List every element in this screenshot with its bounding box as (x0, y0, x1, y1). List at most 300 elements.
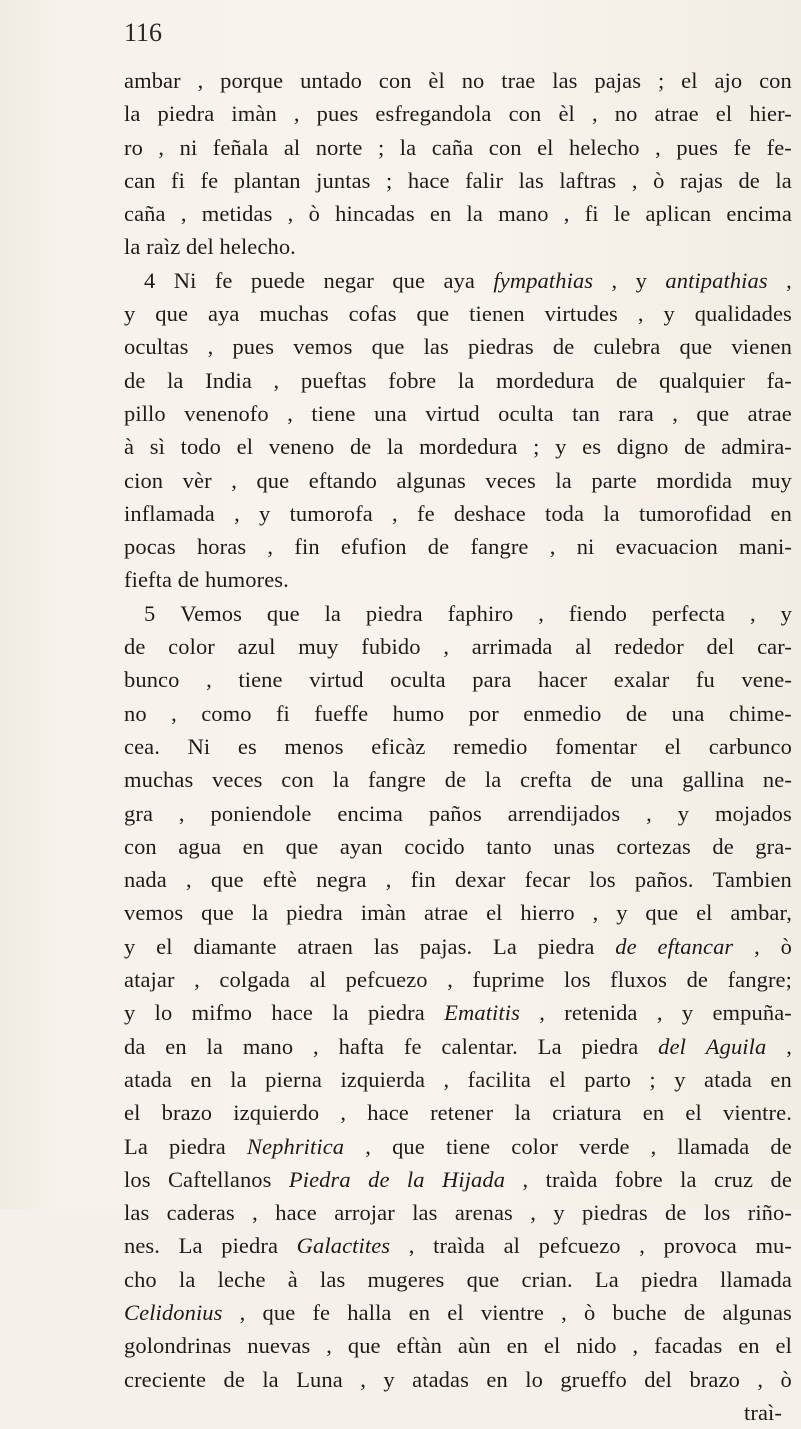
text-run: creciente (124, 1366, 207, 1392)
text-run: hincadas (335, 201, 415, 227)
text-run: , (655, 134, 661, 160)
text-run: atada (124, 1066, 172, 1092)
text-run: halla (347, 1299, 392, 1325)
text-run: traìda (545, 1166, 598, 1192)
text-run: no (614, 101, 638, 127)
text-run: èl (428, 68, 445, 93)
text-run: fiefta de humores. (124, 567, 289, 593)
text-run: caderas (166, 1200, 235, 1226)
text-run: piedra (368, 1000, 425, 1026)
text-run: exalar (613, 667, 670, 693)
text-run: y (124, 1000, 136, 1026)
text-run: cocido (404, 833, 465, 859)
text-run: llamada (677, 1133, 750, 1159)
text-run: ajo (714, 68, 743, 93)
text-run: pueftas (300, 367, 367, 393)
text-run: negar (323, 267, 374, 293)
text-run: verde (579, 1133, 630, 1159)
text-line (124, 397, 792, 430)
text-run: por (468, 700, 499, 726)
text-run: hace (271, 1000, 314, 1026)
text-run: el (543, 1333, 561, 1359)
text-run: atajar (124, 967, 175, 993)
text-run: piedra (537, 933, 595, 959)
text-run: oculta (498, 400, 554, 426)
text-run: caña (431, 134, 474, 160)
text-run: de (590, 767, 612, 793)
text-run: mordida (656, 467, 733, 493)
text-run: y (383, 1366, 395, 1392)
text-run: vienen (731, 334, 792, 360)
text-run: piedra (365, 600, 423, 626)
text-run: pues (676, 134, 718, 160)
text-run: fe (312, 1299, 331, 1325)
text-run: eficàz (371, 733, 426, 759)
text-run: ne- (762, 767, 792, 793)
text-run: que (262, 1299, 296, 1325)
text-line (124, 663, 792, 696)
text-run: la (178, 1266, 196, 1292)
text-run: la (680, 1166, 697, 1192)
text-run: de (552, 334, 575, 360)
text-run: piedra (169, 1133, 226, 1159)
text-run: ; (657, 68, 665, 93)
text-run: el (681, 68, 698, 93)
text-run: atrae (747, 400, 792, 426)
text-line (124, 297, 792, 330)
text-run: gra (124, 800, 154, 826)
text-run: calentar. (441, 1033, 518, 1059)
text-run: fobre (614, 1166, 663, 1192)
text-run: arrendijados (507, 800, 621, 826)
text-run: mordedura (419, 434, 518, 460)
text-run: muy (751, 467, 792, 493)
text-run: es (237, 733, 257, 759)
text-run: virtud (309, 667, 364, 693)
text-run: , (749, 600, 756, 626)
text-run: la (514, 1100, 531, 1126)
text-run: la (251, 900, 269, 926)
text-run: retenida (564, 1000, 638, 1026)
text-run: juntas (316, 167, 371, 193)
text-run: , (549, 534, 556, 560)
text-run: el (775, 1333, 792, 1359)
text-run: , (239, 1299, 246, 1325)
text-run: empuña- (712, 1000, 792, 1026)
text-run: azul (237, 634, 276, 660)
text-line (124, 64, 792, 97)
text-run: negra (316, 867, 367, 893)
text-run: lo (154, 1000, 173, 1026)
text-run: atrae (424, 900, 469, 926)
text-run: , (646, 800, 652, 826)
text-run: el (664, 733, 682, 759)
text-run: , (563, 201, 570, 227)
text-run: hierro (520, 900, 575, 926)
text-run: que (285, 833, 319, 859)
text-run: falir (465, 167, 504, 193)
text-run: en (242, 833, 265, 859)
italic-text: Piedra (288, 1166, 351, 1192)
italic-text: eftancar (657, 933, 734, 959)
italic-text: fympathias (493, 267, 594, 293)
text-run: como (201, 700, 252, 726)
text-run: el (549, 1066, 566, 1092)
text-run: es (582, 434, 602, 460)
text-run: menos (284, 733, 344, 759)
text-run: retener (430, 1100, 494, 1126)
text-run: fu (695, 667, 715, 693)
text-run: el (156, 933, 173, 959)
text-run: poniendole (210, 800, 312, 826)
text-line (124, 863, 792, 896)
text-run: feñala (212, 134, 269, 160)
text-run: tienen (469, 301, 525, 327)
text-run: ni (179, 134, 198, 160)
text-run: de (444, 767, 467, 793)
text-run: criatura (552, 1100, 622, 1126)
text-run: Ni (173, 267, 197, 293)
text-run: de (349, 434, 372, 460)
text-line (124, 1163, 792, 1196)
text-run: , (385, 867, 392, 893)
text-run: digno (616, 434, 669, 460)
text-run: gallina (682, 767, 745, 793)
text-line (124, 1130, 792, 1163)
text-run: enmedio (523, 700, 602, 726)
text-run: fuprime (472, 967, 545, 993)
text-run: norte (315, 134, 363, 160)
text-run: crefta (520, 767, 572, 793)
text-run: de (738, 167, 760, 193)
text-run: sì (149, 434, 165, 460)
text-run: buche (612, 1299, 667, 1325)
text-run: la (466, 201, 483, 227)
text-run: oculta (390, 667, 446, 693)
text-run: con (488, 134, 522, 160)
text-run: bunco (124, 667, 180, 693)
text-run: gra- (755, 833, 792, 859)
text-run: , (591, 101, 598, 127)
text-run: vèr (182, 467, 212, 493)
text-run: que (392, 1133, 425, 1159)
text-run: ò (780, 933, 792, 959)
text-run: à (124, 434, 135, 460)
text-run: del (644, 1366, 673, 1392)
text-run: , (632, 1333, 639, 1359)
text-line (124, 264, 792, 297)
text-line (124, 197, 792, 230)
text-run: vemos (124, 900, 184, 926)
text-run: toda (544, 500, 585, 526)
text-line (124, 630, 792, 663)
text-run: la (124, 101, 141, 127)
text-run: , (637, 301, 644, 327)
text-run: cea. (124, 733, 160, 759)
text-run: vientre. (723, 1100, 792, 1126)
text-run: La (178, 1233, 203, 1259)
text-run: tiene (238, 667, 283, 693)
text-run: hier- (749, 101, 792, 127)
text-line (124, 996, 792, 1029)
text-line (124, 1030, 792, 1063)
text-run: de (712, 833, 734, 859)
text-run: que (155, 301, 189, 327)
text-run: color (168, 634, 215, 660)
text-run: en (429, 201, 452, 227)
text-line (124, 1196, 792, 1229)
text-run: pues (316, 101, 359, 127)
text-run: aya (207, 301, 240, 327)
text-run: la (206, 1033, 223, 1059)
text-run: que (466, 1266, 500, 1292)
text-run: tiene (311, 400, 356, 426)
text-run: pocas (124, 534, 176, 560)
text-run: tumorofa (289, 500, 373, 526)
text-run: encima (337, 800, 403, 826)
text-run: crian. (521, 1266, 573, 1292)
text-run: , (194, 967, 200, 993)
text-run: , (561, 1299, 567, 1325)
text-line (124, 563, 792, 596)
text-run: trae (501, 68, 536, 93)
text-run: fangre; (727, 967, 792, 993)
text-run: una (671, 700, 705, 726)
text-run: rara (618, 400, 654, 426)
italic-text: de (368, 1166, 390, 1192)
text-line (124, 364, 792, 397)
text-run: , (447, 967, 453, 993)
text-run: con (124, 833, 157, 859)
text-run: vemos (293, 334, 353, 360)
text-run: untado (300, 68, 362, 93)
text-run: , (639, 1233, 646, 1259)
italic-text: Galactites (296, 1233, 391, 1259)
text-run: , (443, 634, 450, 660)
text-line (124, 1329, 792, 1362)
text-run: atraen (297, 933, 353, 959)
text-run: faphiro (447, 600, 514, 626)
catchword-line (124, 1396, 792, 1429)
text-run: fi (171, 167, 185, 193)
text-run: que (416, 301, 450, 327)
text-run: fin (294, 534, 320, 560)
text-line (124, 464, 792, 497)
text-run: fin (410, 867, 436, 893)
text-line (124, 797, 792, 830)
text-run: de (684, 434, 706, 460)
text-run: tan (572, 400, 600, 426)
text-run: pues (232, 334, 275, 360)
text-run: culebra (593, 334, 661, 360)
italic-text: Celidonius (124, 1299, 223, 1325)
text-run: , (656, 1000, 663, 1026)
text-run: dexar (455, 867, 506, 893)
text-run: fa- (766, 367, 792, 393)
text-line (124, 1096, 792, 1129)
text-run: , (178, 800, 185, 826)
text-run: fi (275, 700, 290, 726)
text-run: facilita (467, 1066, 531, 1092)
text-run: ; (377, 134, 385, 160)
text-line (124, 330, 792, 363)
text-run: hace (367, 1100, 409, 1126)
text-run: muchas (124, 767, 194, 793)
text-run: que (201, 900, 234, 926)
text-run: fomentar (555, 733, 638, 759)
text-run: , (392, 500, 398, 526)
text-run: veces (485, 467, 536, 493)
text-run: que (679, 334, 713, 360)
text-run: izquierda (340, 1066, 426, 1092)
text-run: , (273, 367, 280, 393)
text-run: fi (584, 201, 599, 227)
text-run: piedras (582, 1200, 648, 1226)
text-run: tiene (445, 1133, 491, 1159)
text-run: hace (275, 1200, 317, 1226)
text-run: can (124, 167, 156, 193)
text-run: , (206, 667, 212, 693)
text-run: muy (298, 634, 339, 660)
text-line (124, 697, 792, 730)
text-run: que (371, 334, 405, 360)
text-run: la (603, 500, 620, 526)
text-run: hafta (338, 1033, 385, 1059)
text-run: la (230, 1066, 247, 1092)
text-run: veneno (268, 434, 335, 460)
text-run: el (236, 434, 254, 460)
text-run: y (259, 500, 271, 526)
text-run: en (770, 1066, 792, 1092)
text-run: encima (726, 201, 792, 227)
text-run: ro (124, 134, 143, 160)
text-run: ambar, (730, 900, 792, 926)
text-line (124, 430, 792, 463)
text-run: las (423, 334, 449, 360)
text-line (124, 730, 792, 763)
text-run: à (287, 1266, 298, 1292)
text-run: Vemos (180, 600, 242, 626)
text-run: fe (403, 1033, 422, 1059)
text-run: , (672, 400, 678, 426)
text-run: èl (558, 101, 575, 127)
text-run: las (552, 68, 578, 93)
text-run: todo (180, 434, 221, 460)
text-run: la raìz del helecho. (124, 234, 296, 260)
text-run: el (486, 900, 503, 926)
text-run: rededor (614, 634, 684, 660)
text-run: leche (217, 1266, 266, 1292)
text-run: fangre (367, 767, 426, 793)
text-run: , (754, 933, 760, 959)
text-run: que (392, 267, 426, 293)
text-run: , (186, 867, 192, 893)
page-number: 116 (124, 18, 163, 47)
text-run: la (399, 134, 417, 160)
text-line (124, 1263, 792, 1296)
text-run: imàn (360, 900, 407, 926)
text-run: mano (498, 201, 549, 227)
text-run: de (124, 634, 146, 660)
text-run: provoca (663, 1233, 737, 1259)
text-run: diamante (193, 933, 277, 959)
text-run: riño- (747, 1200, 792, 1226)
text-run: de (770, 1166, 792, 1192)
text-run: no (124, 700, 147, 726)
text-run: nada (124, 867, 167, 893)
text-run: ; (386, 167, 393, 193)
text-run: algunas (722, 1299, 792, 1325)
text-run: al (283, 134, 301, 160)
text-run: los (564, 967, 591, 993)
text-run: en (642, 1100, 665, 1126)
text-run: piedra (157, 101, 215, 127)
text-run: en (165, 1033, 187, 1059)
text-run: , (650, 1133, 657, 1159)
text-run: ò (308, 201, 320, 227)
text-run: remedio (453, 733, 528, 759)
body-text (124, 64, 792, 1429)
text-run: fluxos (610, 967, 668, 993)
text-run: , (234, 500, 240, 526)
text-run: nes. (124, 1233, 161, 1259)
text-line (124, 896, 792, 929)
italic-text: del (658, 1033, 686, 1059)
text-run: mu- (755, 1233, 792, 1259)
text-run: Ni (187, 733, 211, 759)
text-run: en (770, 500, 792, 526)
text-line (124, 963, 792, 996)
text-run: la (555, 467, 572, 493)
text-run: atadas (412, 1366, 469, 1392)
text-line (124, 497, 792, 530)
text-run: que (266, 600, 300, 626)
text-run: , (171, 700, 177, 726)
text-run: ambar (124, 68, 181, 93)
text-run: car- (757, 634, 792, 660)
text-line (124, 830, 792, 863)
text-run: caña (124, 201, 166, 227)
text-run: con (508, 101, 542, 127)
text-run: horas (196, 534, 247, 560)
text-run: perfecta (651, 600, 726, 626)
text-run: veces (212, 767, 263, 793)
text-line (124, 97, 792, 130)
text-run: y (780, 600, 792, 626)
text-run: arenas (454, 1200, 513, 1226)
text-line (124, 1363, 792, 1396)
italic-text: Aguila (705, 1033, 767, 1059)
text-run: al (575, 634, 592, 660)
italic-text: de (615, 933, 637, 959)
text-run: al (309, 967, 327, 993)
text-run: ayan (339, 833, 383, 859)
text-run: de (615, 367, 638, 393)
text-line (124, 597, 792, 630)
text-run: y (124, 933, 136, 959)
text-run: mojados (714, 800, 792, 826)
text-run: ; (533, 434, 540, 460)
text-run: color (511, 1133, 558, 1159)
text-run: fe (733, 134, 752, 160)
text-run: en (486, 1366, 508, 1392)
text-run: brazo (689, 1366, 740, 1392)
text-run: una (630, 767, 664, 793)
text-run: , (197, 68, 204, 93)
text-run: de (665, 1200, 687, 1226)
text-run: ocultas (124, 334, 189, 360)
text-run: con (378, 68, 412, 93)
